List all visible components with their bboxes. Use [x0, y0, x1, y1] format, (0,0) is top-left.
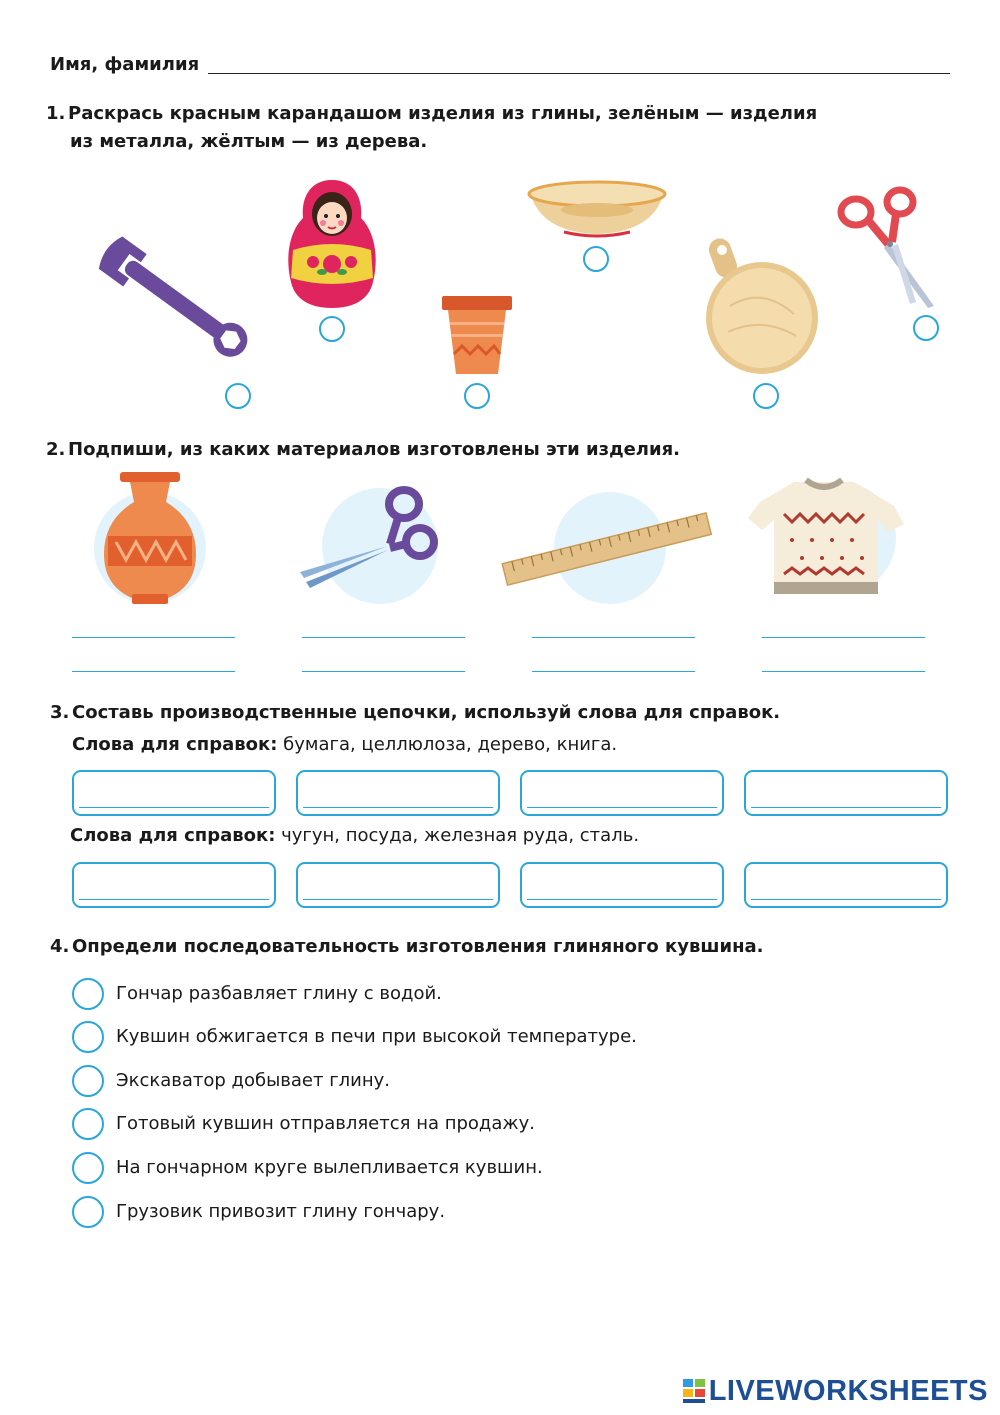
- step-circle-3[interactable]: [72, 1065, 104, 1097]
- step-text-2: Кувшин обжигается в печи при высокой температуре.: [116, 1026, 637, 1047]
- task2-answer-line[interactable]: [532, 671, 695, 672]
- task1-matryoshka-circle[interactable]: [319, 316, 345, 342]
- ruler-icon: [500, 490, 714, 608]
- task3-ref-2: Слова для справок: чугун, посуда, железная руда, сталь.: [70, 825, 640, 846]
- task1-number: 1.: [46, 103, 66, 124]
- chain1-box-2[interactable]: [296, 770, 500, 816]
- task4-title: 4. Определи последовательность изготовления глиняного кувшина.: [50, 933, 764, 961]
- step-circle-5[interactable]: [72, 1152, 104, 1184]
- step-text-3: Экскаватор добывает глину.: [116, 1070, 391, 1091]
- flower-pot-icon: [440, 296, 514, 376]
- task2-answer-line[interactable]: [762, 671, 925, 672]
- scissors-icon: [296, 484, 446, 608]
- step-circle-1[interactable]: [72, 978, 104, 1010]
- step-circle-2[interactable]: [72, 1021, 104, 1053]
- task3-ref-1: Слова для справок: бумага, целлюлоза, дерево, книга.: [72, 734, 618, 755]
- step-text-4: Готовый кувшин отправляется на продажу.: [116, 1113, 535, 1134]
- step-text-6: Грузовик привозит глину гончару.: [116, 1201, 446, 1222]
- liveworksheets-logo: [683, 1375, 988, 1407]
- chain2-box-4[interactable]: [744, 862, 948, 908]
- name-input-line[interactable]: [208, 73, 950, 74]
- task1-scissors-circle[interactable]: [913, 315, 939, 341]
- task1-pot-circle[interactable]: [464, 383, 490, 409]
- task2-answer-line[interactable]: [762, 637, 925, 638]
- task4-number: 4.: [50, 936, 70, 957]
- task2-answer-line[interactable]: [72, 671, 235, 672]
- task3-title: 3. Составь производственные цепочки, используй слова для справок.: [50, 699, 780, 727]
- cutting-board-icon: [702, 236, 822, 376]
- task2-number: 2.: [46, 439, 66, 460]
- step-circle-6[interactable]: [72, 1196, 104, 1228]
- task2-answer-line[interactable]: [302, 671, 465, 672]
- task1-board-circle[interactable]: [753, 383, 779, 409]
- chain2-box-3[interactable]: [520, 862, 724, 908]
- wrench-icon: [84, 226, 259, 376]
- chain1-box-3[interactable]: [520, 770, 724, 816]
- chain1-box-1[interactable]: [72, 770, 276, 816]
- task2-title: 2. Подпиши, из каких материалов изготовлены эти изделия.: [46, 436, 680, 464]
- matryoshka-icon: [285, 178, 380, 310]
- task1-wrench-circle[interactable]: [225, 383, 251, 409]
- plate-icon: [524, 180, 670, 240]
- sweater-icon: [744, 474, 908, 602]
- task2-answer-line[interactable]: [302, 637, 465, 638]
- task3-number: 3.: [50, 702, 70, 723]
- liveworksheets-logo-text: LIVEWORKSHEETS: [708, 1374, 988, 1407]
- task2-answer-line[interactable]: [532, 637, 695, 638]
- name-label: Имя, фамилия: [50, 54, 200, 75]
- step-circle-4[interactable]: [72, 1108, 104, 1140]
- scissors-icon: [836, 186, 940, 308]
- task1-plate-circle[interactable]: [583, 246, 609, 272]
- step-text-5: На гончарном круге вылепливается кувшин.: [116, 1157, 543, 1178]
- chain2-box-1[interactable]: [72, 862, 276, 908]
- chain2-box-2[interactable]: [296, 862, 500, 908]
- liveworksheets-logo-icon: [683, 1377, 705, 1405]
- vase-icon: [92, 470, 208, 606]
- chain1-box-4[interactable]: [744, 770, 948, 816]
- step-text-1: Гончар разбавляет глину с водой.: [116, 983, 442, 1004]
- task2-answer-line[interactable]: [72, 637, 235, 638]
- task1-title: 1. Раскрась красным карандашом изделия из глины, зелёным — изделия из металла, жёлтым — из дерева.: [46, 100, 817, 156]
